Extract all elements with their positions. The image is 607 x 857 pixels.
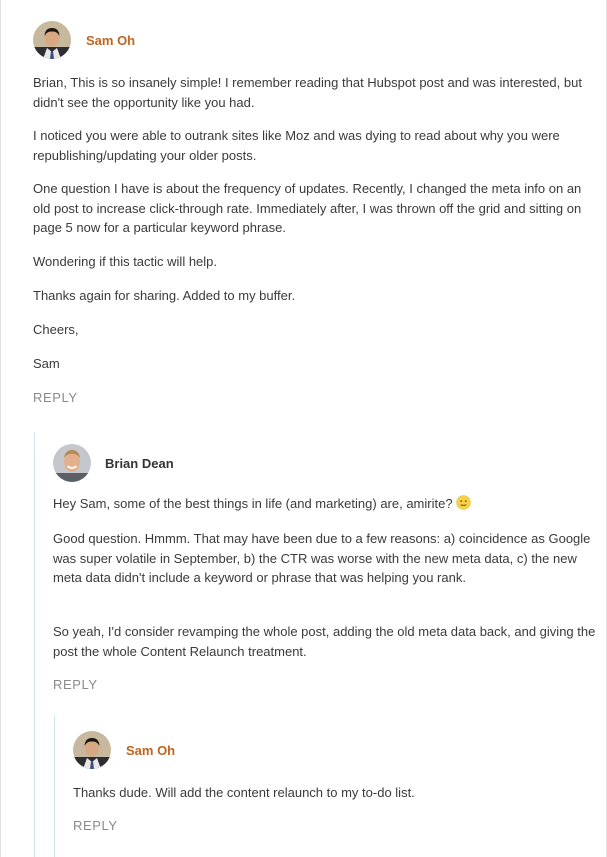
- comment-paragraph: Sam: [33, 356, 60, 371]
- avatar-image: [73, 731, 111, 769]
- avatar-image: [53, 444, 91, 482]
- comment-paragraph: One question I have is about the frequency of updates. Recently, I changed the meta info on an old post to increase click-through rate. Immediately after, I was thrown off the grid and sitting on page 5 now for a particular keyword phrase.: [33, 181, 582, 235]
- comment-body: [33, 286, 593, 306]
- avatar-brian-dean[interactable]: [53, 444, 91, 482]
- comment-paragraph: I noticed you were able to outrank sites like Moz and was dying to read about why you were republishing/updating your older posts.: [33, 128, 560, 163]
- reply-thread-line: [34, 433, 35, 857]
- author-name[interactable]: Brian Dean: [105, 455, 174, 471]
- comment-body: [53, 622, 598, 661]
- comment-paragraph: [53, 494, 598, 516]
- reply-button[interactable]: REPLY: [53, 677, 98, 692]
- comment-paragraph: Brian, This is so insanely simple! I remember reading that Hubspot post and was interested, but didn't see the opportunity like you had.: [33, 75, 582, 110]
- nested-reply-thread-line: [54, 716, 55, 857]
- comment-body: [33, 179, 593, 238]
- comment-body: [33, 354, 593, 374]
- avatar-sam-oh[interactable]: [73, 731, 111, 769]
- avatar-sam-oh[interactable]: [33, 21, 71, 59]
- comment-body: [33, 320, 593, 340]
- comment-paragraph: Cheers,: [33, 322, 79, 337]
- author-name[interactable]: Sam Oh: [86, 32, 136, 48]
- comment-body: [33, 73, 593, 112]
- comment-sam-1: [33, 21, 135, 59]
- comment-header: [33, 21, 135, 59]
- comment-paragraph: Thanks dude. Will add the content relaunch to my to-do list.: [73, 785, 415, 800]
- comment-paragraph: Thanks again for sharing. Added to my buffer.: [33, 288, 296, 303]
- comment-body: [53, 529, 598, 588]
- author-name[interactable]: Sam Oh: [126, 742, 176, 758]
- comment-body: [73, 783, 598, 803]
- reply-button[interactable]: REPLY: [73, 818, 118, 833]
- comment-header: [73, 731, 175, 769]
- comment-paragraph: Good question. Hmmm. That may have been due to a few reasons: a) coincidence as Google was super volatile in September, b) the CTR was worse with the new meta data, c) the new meta data didn't include a keyword or phrase that was helping you rank.: [53, 531, 591, 585]
- comment-paragraph: So yeah, I'd consider revamping the whole post, adding the old meta data back, and giving the post the whole Content Relaunch treatment.: [53, 624, 596, 659]
- comment-body: [33, 252, 593, 272]
- avatar-image: [33, 21, 71, 59]
- comment-header: [53, 444, 174, 482]
- comment-brian: [53, 444, 174, 482]
- comment-body: [53, 494, 598, 516]
- smiley-emoji-icon: [456, 495, 471, 516]
- comment-sam-2: [73, 731, 175, 769]
- comment-text: Hey Sam, some of the best things in life (and marketing) are, amirite?: [53, 496, 453, 511]
- comment-body: [33, 126, 598, 165]
- reply-button[interactable]: REPLY: [33, 390, 78, 405]
- comment-paragraph: Wondering if this tactic will help.: [33, 254, 218, 269]
